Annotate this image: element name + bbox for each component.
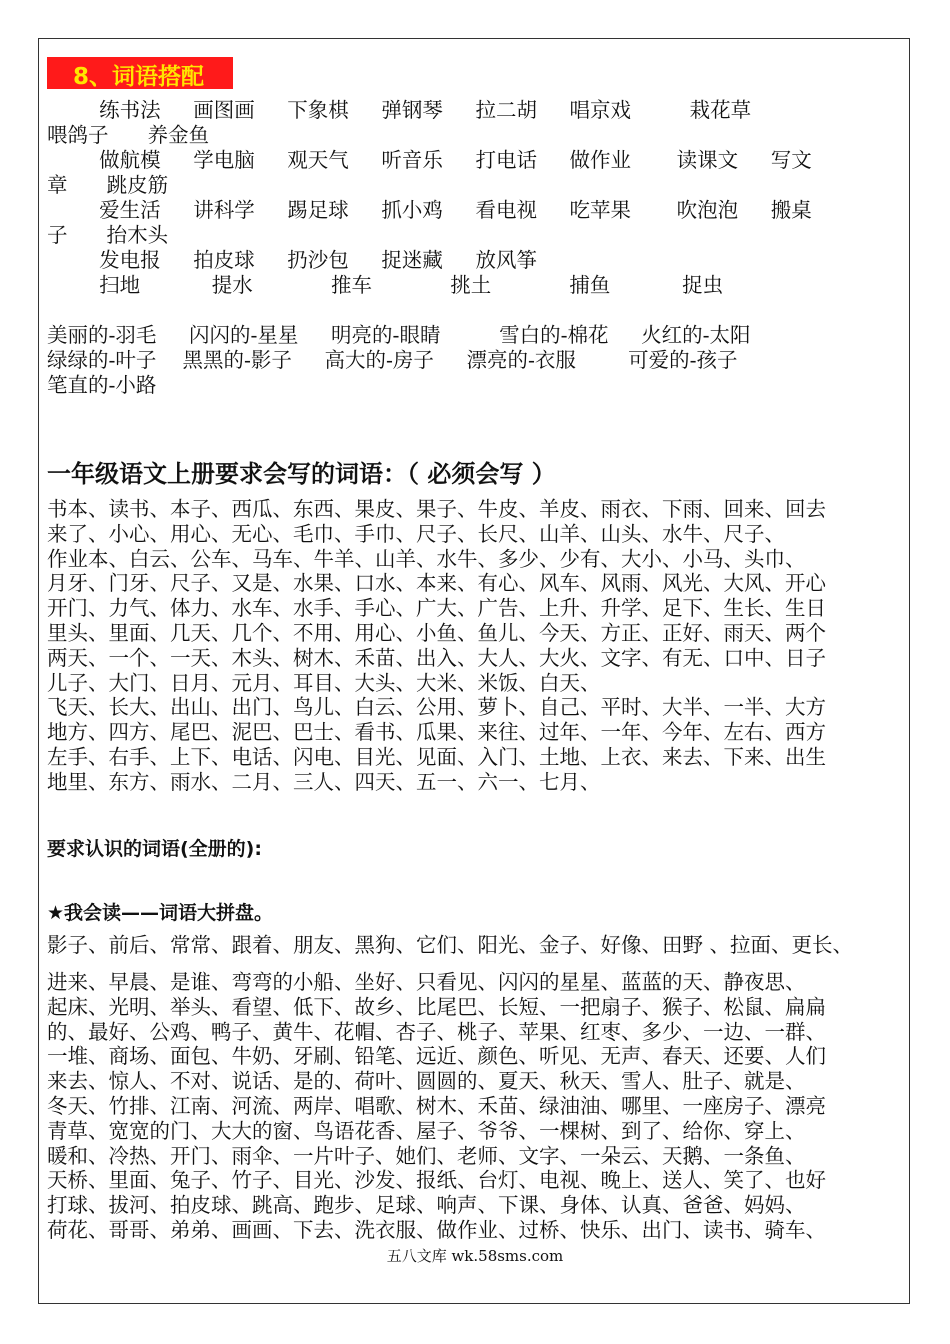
word-line: 儿子、大门、日月、元月、耳目、大头、大米、米饭、白天、 (47, 670, 601, 695)
write-section-title: 一年级语文上册要求会写的词语：（ 必须会写 ） (47, 460, 556, 488)
word-line: 开门、力气、体力、水车、水手、手心、广大、广告、上升、升学、足下、生长、生日 (47, 596, 826, 621)
phrase-row: 扫地 提水 推车 挑土 捕鱼 捉虫 (47, 273, 724, 297)
adjective-pair-row: 绿绿的-叶子 黑黑的-影子 高大的-房子 漂亮的-衣服 可爱的-孩子 (47, 348, 738, 372)
recognize-section-title: 要求认识的词语(全册的): (47, 838, 262, 860)
phrase-row: 章 跳皮筋 (47, 173, 169, 197)
word-line: 左手、右手、上下、电话、闪电、目光、见面、入门、土地、上衣、来去、下来、出生 (47, 744, 826, 769)
section-heading: 8、词语搭配 (73, 64, 205, 90)
word-line: 打球、拔河、拍皮球、跳高、跑步、足球、响声、下课、身体、认真、爸爸、妈妈、 (47, 1193, 806, 1218)
phrase-row: 练书法 画图画 下象棋 弹钢琴 拉二胡 唱京戏 栽花草 (47, 98, 752, 122)
word-line: 地方、四方、尾巴、泥巴、巴士、看书、瓜果、来往、过年、一年、今年、左右、西方 (47, 720, 826, 745)
recognize-first-line: 影子、前后、常常、跟着、朋友、黑狗、它们、阳光、金子、好像、田野 、拉面、更长、 (47, 933, 854, 957)
phrase-row: 爱生活 讲科学 踢足球 抓小鸡 看电视 吃苹果 吹泡泡 搬桌 (47, 198, 812, 222)
word-line: 天桥、里面、兔子、竹子、目光、沙发、报纸、台灯、电视、晚上、送人、笑了、也好 (47, 1168, 826, 1193)
word-line: 书本、读书、本子、西瓜、东西、果皮、果子、牛皮、羊皮、雨衣、下雨、回来、回去 (47, 497, 826, 521)
adjective-pair-row: 美丽的-羽毛 闪闪的-星星 明亮的-眼睛 雪白的-棉花 火红的-太阳 (47, 323, 751, 347)
page-footer: 五八文库 wk.58sms.com (386, 1247, 564, 1265)
word-line: 暖和、冷热、开门、雨伞、一片叶子、她们、老师、文字、一朵云、天鹅、一条鱼、 (47, 1143, 806, 1168)
word-line: 一堆、商场、面包、牛奶、牙刷、铅笔、远近、颜色、听见、无声、春天、还要、人们 (47, 1044, 826, 1069)
word-line: 来了、小心、用心、无心、毛巾、手巾、尺子、长尺、山羊、山头、水牛、尺子、 (47, 521, 785, 546)
phrase-row: 做航模 学电脑 观天气 听音乐 打电话 做作业 读课文 写文 (47, 148, 812, 172)
word-line: 地里、东方、雨水、二月、三人、四天、五一、六一、七月、 (47, 769, 601, 794)
word-line: 两天、一个、一天、木头、树木、禾苗、出入、大人、大火、文字、有无、口中、日子 (47, 645, 826, 670)
phrase-row: 喂鸽子 养金鱼 (47, 123, 210, 147)
word-line: 月牙、门牙、尺子、又是、水果、口水、本来、有心、风车、风雨、风光、大风、开心 (47, 571, 826, 596)
word-line: 里头、里面、几天、几个、不用、用心、小鱼、鱼儿、今天、方正、正好、雨天、两个 (47, 620, 826, 645)
recognize-section-subtitle: ★我会读——词语大拼盘。 (47, 902, 274, 924)
section-heading-highlight (47, 57, 233, 89)
adjective-pair-row: 笔直的-小路 (47, 373, 157, 397)
write-word-list (47, 497, 917, 795)
word-line: 进来、早晨、是谁、弯弯的小船、坐好、只看见、闪闪的星星、蓝蓝的天、静夜思、 (47, 970, 806, 994)
phrase-row: 子 抬木头 (47, 223, 169, 247)
word-line: 冬天、竹排、江南、河流、两岸、唱歌、树木、禾苗、绿油油、哪里、一座房子、漂亮 (47, 1093, 826, 1118)
word-line: 来去、惊人、不对、说话、是的、荷叶、圆圆的、夏天、秋天、雪人、肚子、就是、 (47, 1069, 806, 1094)
word-line: 飞天、长大、出山、出门、鸟儿、白云、公用、萝卜、自己、平时、大半、一半、大方 (47, 695, 826, 720)
word-line: 起床、光明、举头、看望、低下、故乡、比尾巴、长短、一把扇子、猴子、松鼠、扁扁 (47, 994, 826, 1019)
phrase-row: 发电报 拍皮球 扔沙包 捉迷藏 放风筝 (47, 248, 537, 272)
word-line: 的、最好、公鸡、鸭子、黄牛、花帽、杏子、桃子、苹果、红枣、多少、一边、一群、 (47, 1019, 826, 1044)
word-line: 青草、宽宽的门、大大的窗、鸟语花香、屋子、爷爷、一棵树、到了、给你、穿上、 (47, 1118, 806, 1143)
recognize-word-list (47, 970, 917, 1243)
word-line: 荷花、哥哥、弟弟、画画、下去、洗衣服、做作业、过桥、快乐、出门、读书、骑车、 (47, 1217, 826, 1242)
word-line: 作业本、白云、公车、马车、牛羊、山羊、水牛、多少、少有、大小、小马、头巾、 (47, 546, 806, 571)
